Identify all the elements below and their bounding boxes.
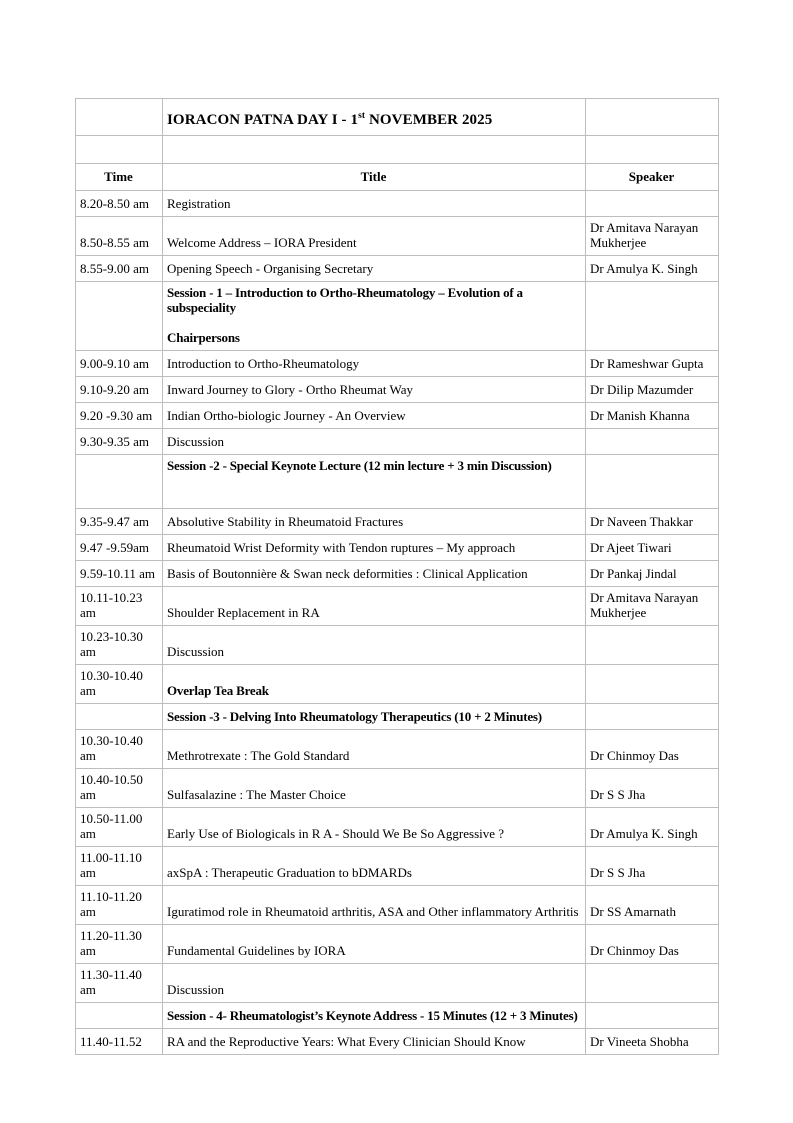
- time-cell: 8.55-9.00 am: [76, 256, 163, 282]
- time-cell: 11.30-11.40 am: [76, 964, 163, 1003]
- session-title-cell: [163, 704, 586, 730]
- speaker-cell: Dr Rameshwar Gupta: [586, 351, 719, 377]
- title-line: Basis of Boutonnière & Swan neck deformities : Clinical Application: [167, 566, 528, 581]
- table-row: [76, 626, 719, 665]
- table-row: [76, 808, 719, 847]
- empty-cell: [586, 136, 719, 164]
- session-title-cell: [163, 455, 586, 509]
- table-row: [76, 282, 719, 351]
- page-title-superscript: st: [358, 111, 366, 121]
- speaker-cell: Dr Dilip Mazumder: [586, 377, 719, 403]
- title-line: Fundamental Guidelines by IORA: [167, 943, 346, 958]
- speaker-cell: [586, 191, 719, 217]
- title-line: Shoulder Replacement in RA: [167, 605, 320, 620]
- time-cell: 10.30-10.40 am: [76, 665, 163, 704]
- table-row: [76, 730, 719, 769]
- title-line: Indian Ortho-biologic Journey - An Overview: [167, 408, 406, 423]
- table-row: [76, 535, 719, 561]
- column-header-speaker: Speaker: [586, 164, 719, 191]
- table-row: [76, 217, 719, 256]
- page-title-text: IORACON PATNA DAY I - 1: [167, 112, 359, 128]
- title-cell: [163, 1029, 586, 1055]
- speaker-cell: [586, 964, 719, 1003]
- time-cell: 11.40-11.52: [76, 1029, 163, 1055]
- title-line: Overlap Tea Break: [167, 683, 269, 698]
- title-line: Introduction to Ortho-Rheumatology: [167, 356, 360, 371]
- blank-line: [167, 473, 580, 488]
- speaker-cell: Dr Chinmoy Das: [586, 730, 719, 769]
- table-row: [76, 769, 719, 808]
- table-row: [76, 925, 719, 964]
- table-row: [76, 1003, 719, 1029]
- table-row: [76, 191, 719, 217]
- speaker-cell: Dr SS Amarnath: [586, 886, 719, 925]
- speaker-cell: Dr Vineeta Shobha: [586, 1029, 719, 1055]
- speaker-cell: Dr Amitava Narayan Mukherjee: [586, 587, 719, 626]
- time-cell: 11.00-11.10 am: [76, 847, 163, 886]
- title-cell: [163, 403, 586, 429]
- speaker-cell: Dr Ajeet Tiwari: [586, 535, 719, 561]
- empty-cell: [76, 136, 163, 164]
- time-cell: 9.20 -9.30 am: [76, 403, 163, 429]
- table-row: [76, 561, 719, 587]
- title-line: Session - 4- Rheumatologist’s Keynote Address - 15 Minutes (12 + 3 Minutes): [167, 1008, 578, 1023]
- table-row: [76, 1029, 719, 1055]
- table-row: [76, 886, 719, 925]
- title-cell: [163, 561, 586, 587]
- title-cell: [163, 351, 586, 377]
- time-cell: 9.59-10.11 am: [76, 561, 163, 587]
- speaker-cell: [586, 665, 719, 704]
- time-cell: [76, 704, 163, 730]
- title-line: Inward Journey to Glory - Ortho Rheumat Way: [167, 382, 414, 397]
- title-cell: [163, 429, 586, 455]
- title-line: Registration: [167, 196, 231, 211]
- time-cell: [76, 1003, 163, 1029]
- table-row: [76, 455, 719, 509]
- speaker-cell: Dr S S Jha: [586, 847, 719, 886]
- session-title-cell: [163, 282, 586, 351]
- spacer-row: [76, 136, 719, 164]
- speaker-cell: Dr Naveen Thakkar: [586, 509, 719, 535]
- schedule-table: [75, 98, 719, 1055]
- title-line: Discussion: [167, 434, 225, 449]
- column-header-title: Title: [163, 164, 586, 191]
- time-cell: 9.30-9.35 am: [76, 429, 163, 455]
- time-cell: 9.35-9.47 am: [76, 509, 163, 535]
- page-title: [163, 99, 586, 136]
- title-line: Session -2 - Special Keynote Lecture (12 min lecture + 3 min Discussion): [167, 458, 552, 473]
- blank-line: [167, 315, 580, 330]
- time-cell: 9.47 -9.59am: [76, 535, 163, 561]
- column-header-time: Time: [76, 164, 163, 191]
- title-line: Early Use of Biologicals in R A - Should We Be So Aggressive ?: [167, 826, 505, 841]
- title-cell: [163, 964, 586, 1003]
- title-cell: [163, 377, 586, 403]
- table-row: [76, 665, 719, 704]
- title-line: Sulfasalazine : The Master Choice: [167, 787, 346, 802]
- blank-line: [167, 488, 580, 503]
- table-row: [76, 403, 719, 429]
- page-title-text-end: NOVEMBER 2025: [365, 112, 493, 128]
- title-cell: [163, 886, 586, 925]
- time-cell: 9.10-9.20 am: [76, 377, 163, 403]
- table-row: [76, 351, 719, 377]
- time-cell: 9.00-9.10 am: [76, 351, 163, 377]
- time-cell: 11.20-11.30 am: [76, 925, 163, 964]
- title-line: RA and the Reproductive Years: What Every Clinician Should Know: [167, 1034, 526, 1049]
- title-cell: [163, 730, 586, 769]
- session-title-cell: [163, 665, 586, 704]
- title-cell: [163, 847, 586, 886]
- table-row: [76, 587, 719, 626]
- session-title-cell: [163, 1003, 586, 1029]
- document-title-row: [76, 99, 719, 136]
- title-line: Welcome Address – IORA President: [167, 235, 357, 250]
- title-cell: [163, 217, 586, 256]
- time-cell: 10.30-10.40 am: [76, 730, 163, 769]
- table-row: [76, 256, 719, 282]
- table-row: [76, 377, 719, 403]
- speaker-cell: Dr S S Jha: [586, 769, 719, 808]
- title-cell: [163, 535, 586, 561]
- title-line: Session -3 - Delving Into Rheumatology Therapeutics (10 + 2 Minutes): [167, 709, 542, 724]
- speaker-cell: Dr Amitava Narayan Mukherjee: [586, 217, 719, 256]
- time-cell: 10.50-11.00 am: [76, 808, 163, 847]
- title-line: Discussion: [167, 982, 225, 997]
- time-cell: 10.40-10.50 am: [76, 769, 163, 808]
- title-line: Rheumatoid Wrist Deformity with Tendon ruptures – My approach: [167, 540, 516, 555]
- table-row: [76, 704, 719, 730]
- speaker-cell: [586, 429, 719, 455]
- title-line: Iguratimod role in Rheumatoid arthritis, ASA and Other inflammatory Arthritis: [167, 904, 579, 919]
- title-cell: [163, 191, 586, 217]
- table-row: [76, 429, 719, 455]
- empty-cell: [76, 99, 163, 136]
- column-header-row: [76, 164, 719, 191]
- speaker-cell: Dr Manish Khanna: [586, 403, 719, 429]
- title-cell: [163, 256, 586, 282]
- time-cell: 8.20-8.50 am: [76, 191, 163, 217]
- title-cell: [163, 808, 586, 847]
- title-line: Session - 1 – Introduction to Ortho-Rheumatology – Evolution of a subspeciality: [167, 285, 523, 315]
- speaker-cell: [586, 1003, 719, 1029]
- empty-cell: [586, 99, 719, 136]
- speaker-cell: Dr Amulya K. Singh: [586, 808, 719, 847]
- title-line: axSpA : Therapeutic Graduation to bDMARDs: [167, 865, 412, 880]
- time-cell: [76, 455, 163, 509]
- title-cell: [163, 769, 586, 808]
- speaker-cell: Dr Amulya K. Singh: [586, 256, 719, 282]
- speaker-cell: [586, 626, 719, 665]
- time-cell: 8.50-8.55 am: [76, 217, 163, 256]
- speaker-cell: Dr Pankaj Jindal: [586, 561, 719, 587]
- empty-cell: [163, 136, 586, 164]
- time-cell: 10.23-10.30 am: [76, 626, 163, 665]
- time-cell: [76, 282, 163, 351]
- time-cell: 10.11-10.23 am: [76, 587, 163, 626]
- time-cell: 11.10-11.20 am: [76, 886, 163, 925]
- title-line: Opening Speech - Organising Secretary: [167, 261, 374, 276]
- speaker-cell: [586, 282, 719, 351]
- title-line: Discussion: [167, 644, 225, 659]
- title-cell: [163, 925, 586, 964]
- speaker-cell: [586, 455, 719, 509]
- table-row: [76, 964, 719, 1003]
- title-line: Absolutive Stability in Rheumatoid Fractures: [167, 514, 404, 529]
- table-row: [76, 509, 719, 535]
- title-cell: [163, 587, 586, 626]
- table-row: [76, 847, 719, 886]
- title-line: Chairpersons: [167, 330, 240, 345]
- speaker-cell: Dr Chinmoy Das: [586, 925, 719, 964]
- title-cell: [163, 626, 586, 665]
- title-line: Methrotrexate : The Gold Standard: [167, 748, 350, 763]
- speaker-cell: [586, 704, 719, 730]
- title-cell: [163, 509, 586, 535]
